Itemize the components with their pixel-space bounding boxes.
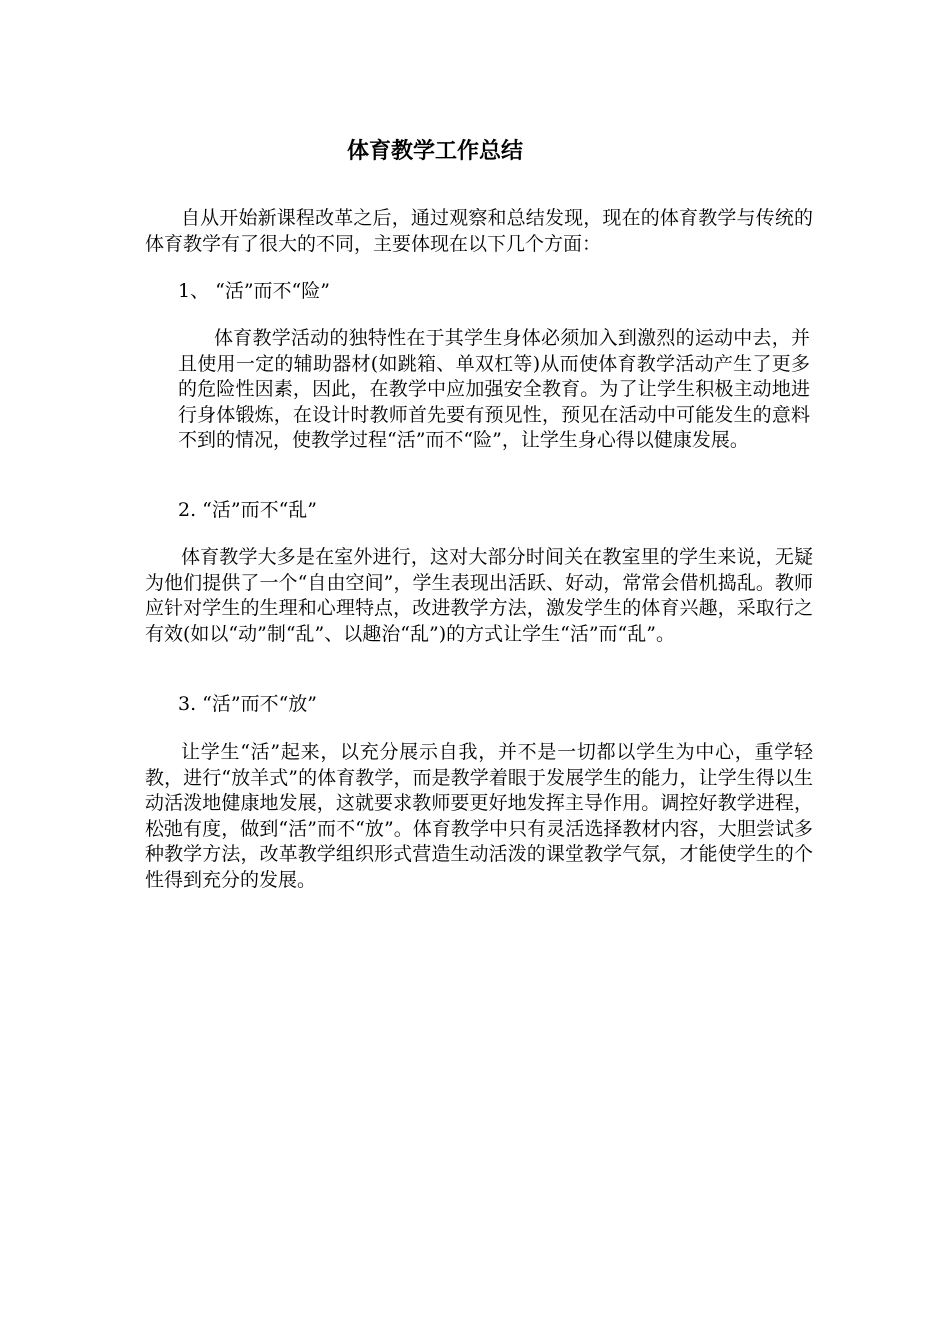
intro-paragraph: 自从开始新课程改革之后，通过观察和总结发现，现在的体育教学与传统的体育教学有了很大的不同，主要体现在以下几个方面： <box>145 207 813 255</box>
section-2-heading: 2. “活”而不“乱” <box>178 499 318 521</box>
section-1-body: 体育教学活动的独特性在于其学生身体必须加入到激烈的运动中去，并且使用一定的辅助器材(如跳箱、单双杠等)从而使体育教学活动产生了更多的危险性因素，因此，在教学中应加强安全教育。为了让学生积极主动地进行身体锻炼，在设计时教师首先要有预见性，预见在活动中可能发生的意料不到的情况，使教学过程“活”而不“险”，让学生身心得以健康发展。 <box>178 327 810 451</box>
section-3-heading: 3. “活”而不“放” <box>178 693 318 715</box>
section-1-heading: 1、 “活”而不“险” <box>178 280 330 302</box>
section-3-body: 让学生“活”起来，以充分展示自我，并不是一切都以学生为中心，重学轻教，进行“放羊式”的体育教学，而是教学着眼于发展学生的能力，让学生得以生动活泼地健康地发展，这就要求教师要更好地发挥主导作用。调控好教学进程，松弛有度，做到“活”而不“放”。体育教学中只有灵活选择教材内容，大胆尝试多种教学方法，改革教学组织形式营造生动活泼的课堂教学气氛，才能使学生的个性得到充分的发展。 <box>145 741 813 891</box>
section-2-body: 体育教学大多是在室外进行，这对大部分时间关在教室里的学生来说，无疑为他们提供了一个“自由空间”，学生表现出活跃、好动，常常会借机捣乱。教师应针对学生的生理和心理特点，改进教学方法，激发学生的体育兴趣，采取行之有效(如以“动”制“乱”、以趣治“乱”)的方式让学生“活”而“乱”。 <box>145 546 813 645</box>
document-title: 体育教学工作总结 <box>346 138 523 164</box>
